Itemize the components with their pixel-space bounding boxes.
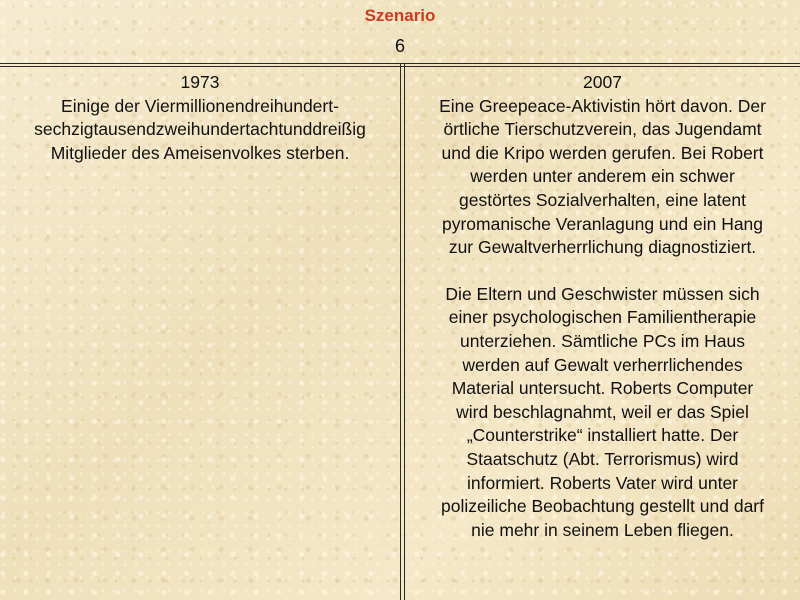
right-text-line: polizeiliche Beobachtung gestellt und darf: [441, 496, 764, 517]
right-text-line: zur Gewaltverherrlichung diagnostiziert.: [448, 237, 757, 258]
year-1973: 1973: [180, 72, 220, 92]
paragraph-gap: [405, 260, 800, 283]
right-text-line: Material untersucht. Roberts Computer: [451, 378, 754, 399]
right-text-line: einer psychologischen Familientherapie: [448, 307, 757, 328]
slide-number: 6: [394, 36, 405, 56]
right-text-line: gestörtes Sozialverhalten, eine latent: [459, 189, 746, 210]
slide-header: [0, 0, 800, 62]
right-text-line: nie mehr in seinem Leben fliegen.: [471, 519, 734, 540]
column-2007: [405, 71, 800, 542]
right-text-line: werden auf Gewalt verherrlichendes: [462, 354, 743, 375]
right-text-line: Staatschutz (Abt. Terrorismus) wird: [466, 448, 739, 469]
right-text-line: werden unter anderem ein schwer: [470, 166, 735, 187]
year-2007: 2007: [583, 72, 622, 92]
right-text-line: wird beschlagnahmt, weil er das Spiel: [456, 401, 749, 422]
right-text-line: Eine Greepeace-Aktivistin hört davon. Der: [439, 95, 766, 116]
slide-title: Szenario: [364, 6, 436, 25]
right-text-line: pyromanische Veranlagung und ein Hang: [441, 213, 764, 234]
left-text-line: Mitglieder des Ameisenvolkes sterben.: [50, 142, 350, 163]
left-text-line: Einige der Viermillionendreihundert-: [61, 95, 339, 116]
right-text-line: und die Kripo werden gerufen. Bei Robert: [441, 142, 764, 163]
right-text-line: informiert. Roberts Vater wird unter: [466, 472, 739, 493]
left-text-line: sechzigtausendzweihundertachtunddreißig: [34, 119, 366, 140]
right-text-line: unterziehen. Sämtliche PCs im Haus: [460, 330, 745, 351]
column-divider-left: [400, 64, 401, 600]
right-text-line: örtliche Tierschutzverein, das Jugendamt: [443, 119, 762, 140]
right-text-line: „Counterstrike“ installiert hatte. Der: [466, 425, 739, 446]
column-1973: [0, 71, 400, 165]
right-text-line: Die Eltern und Geschwister müssen sich: [445, 283, 760, 304]
